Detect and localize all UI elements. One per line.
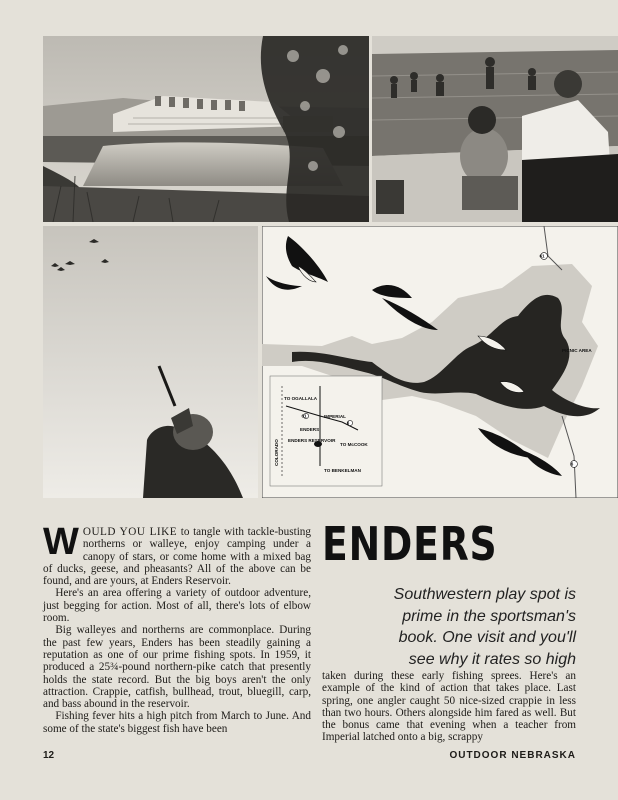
- article-deck: Southwestern play spot is prime in the sportsman's book. One visit and you'll see why it rates so high: [393, 586, 576, 668]
- dropcap-letter: W: [43, 521, 79, 563]
- map-label-colorado: COLORADO: [274, 439, 279, 466]
- map-label-enders-reservoir: ENDERS RESERVOIR: [288, 438, 336, 443]
- highway-marker-3: 61: [539, 253, 545, 259]
- page-number: 12: [43, 750, 55, 761]
- reservoir-map: [262, 226, 618, 498]
- photo-enders-dam: [43, 36, 369, 222]
- map-label-enders: ENDERS: [300, 427, 320, 432]
- map-label-imperial: IMPERIAL: [324, 414, 346, 419]
- paragraph-1-text: to tangle with tackle-busting northerns or walleye, enjoy camping under a canopy of stars, or come home with a mixed bag of ducks, geese, and pheasants? All of the above can be found, and are yours, at Enders Reservoir.: [43, 526, 311, 588]
- article-paragraph-2: Here's an area offering a variety of outdoor adventure, just begging for action. Most of all, there's lots of elbow room.: [43, 587, 311, 625]
- highway-marker-4: 6: [570, 461, 574, 467]
- dam-illustration: [43, 36, 369, 222]
- highway-marker-1: 61: [301, 413, 307, 419]
- article-headline: ENDERS: [322, 517, 498, 571]
- map-label-to-ogallala: TO OGALLALA: [284, 396, 318, 401]
- map-label-to-mccook: TO McCOOK: [340, 442, 368, 447]
- article-continuation: taken during these early fishing sprees. Here's an example of the kind of action that takes place. Last spring, one angler caught 50 nice-sized crappie in less than two hours. Others alongside him fared as well. But the bonus came that evening when a teacher from Imperial latched onto a big, scrappy: [322, 670, 576, 744]
- highway-marker-2: 6: [346, 420, 350, 426]
- map-label-to-benkelman: TO BENKELMAN: [324, 468, 361, 473]
- photo-hunter-shooting: [43, 226, 258, 498]
- map-label-picnic-area: PICNIC AREA: [562, 348, 592, 353]
- article-body-left-column: [43, 521, 311, 735]
- article-body-right-column: [322, 670, 576, 744]
- beach-illustration: [372, 36, 618, 222]
- publication-name: OUTDOOR NEBRASKA: [449, 750, 576, 761]
- article-paragraph-4: Fishing fever hits a high pitch from March to June. And some of the state's biggest fish have been: [43, 710, 311, 735]
- lead-in-caps: OULD YOU LIKE: [82, 526, 178, 538]
- photo-beach-swimmers: [372, 36, 618, 222]
- article-paragraph-1: [43, 521, 311, 588]
- hunter-illustration: [43, 226, 258, 498]
- map-enders-reservoir: [262, 226, 618, 498]
- article-paragraph-3: Big walleyes and northerns are commonplace. During the past few years, Enders has been steadily gaining a reputation as one of our prime fishing spots. In 1959, it produced a 25¾-pound northern-pike catch that presently holds the state record. But the big boys aren't the only attraction. Crappie, catfish, bullhead, trout, bluegill, carp, and bass abound in the reservoir.: [43, 624, 311, 711]
